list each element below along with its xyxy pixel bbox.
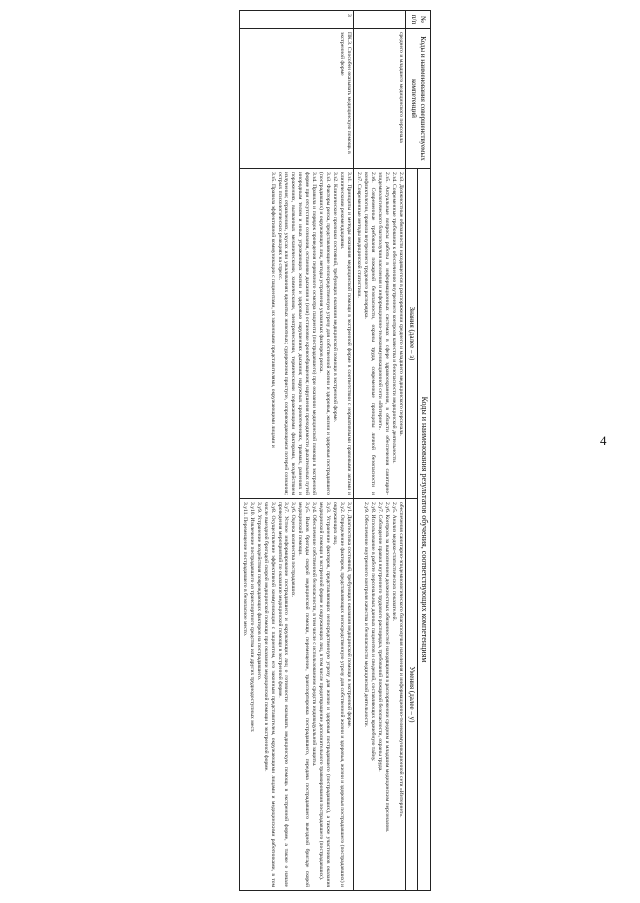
list-item: 3.у4. Обеспечение собственной безопасности, в том числе с использованием средств индивидуальной защиты. [311,502,318,767]
list-item: 3.з3. Факторы риска, представляющие непосредственную угрозу для собственной жизни и здоровья, жизни и здоровья пострадавшего (пострадавших) и окружающих лиц, методы устранения указанных факторов риска. [318,172,332,495]
col-header-skills: Умения (далее – у) [406,499,418,891]
cell-num: 3 [239,11,354,29]
list-item: 2.у8. Использование в работе персональных данных пациентов и сведений, составляющих врачебную тайну. [370,502,377,762]
list-item: 3.з1. Принципы и методы оказания медицинской помощи в экстренной форме в соответствии с нормативными правовыми актами и клиническими рекомендациями. [339,172,353,495]
competence-table [239,10,431,891]
cell-num [354,11,406,29]
list-item: 2.з7. Современные методы медицинской статистики. [356,172,363,298]
list-item: 2.у9. Обеспечение внутреннего контроля качества и безопасности медицинской деятельности. [363,502,370,727]
list-item: обеспечения санитарно-эпидемиологического благополучия населения и информационно-телекоммуникационной сети «Интернет». [398,502,405,818]
table-row [354,11,406,891]
page-number: 4 [600,433,607,448]
list-item: 3.у11. Перемещение пострадавшего в безопасное место. [241,502,248,637]
cell-competence: среднего и младшего медицинского персонала [354,29,406,169]
list-item: 2.з6. Современные требования пожарной безопасности, охраны труда, современные принципы личной безопасности и конфликтологии, правила внутреннего трудового распорядка. [363,172,377,495]
list-item: 2.з4. Современные требования к обеспечению внутреннего контроля качества и безопасности медицинской деятельности. [391,172,398,464]
list-item: 2.з5. Актуальные вопросы работы в информационных системах в сфере здравоохранения, в области обеспечения санитарно-эпидемиологического благополучия населения и информационно-телекоммуникационной сети «Интернет». [377,172,391,495]
cell-skills [239,499,354,891]
list-item: 2.з3. Должностные обязанности находящегося в распоряжении среднего и младшего медицинского персонала. [398,172,405,436]
col-header-codes: Коды и наименования совершенствуемых компетенций [406,29,431,169]
cell-competence: ПК.3. Способен оказывать медицинскую помощь в экстренной форме [239,29,354,169]
list-item: 3.у1. Диагностика состояний, требующих оказания медицинской помощи в экстренной форме. [346,502,353,728]
list-item: 3.у6. Оценка количества пострадавших. [290,502,297,598]
cell-skills [354,499,406,891]
list-item: 3.у3. Устранение факторов, представляющих непосредственную угрозу для жизни и здоровья пострадавшего (пострадавших), а также участников оказания медицинской помощи в экстренной форме и окружающих лиц, в том числе предотвращение дополнительного травмирования пострадавшего (пострадавших). [318,502,332,888]
list-item: 3.у2. Определение факторов, представляющих непосредственную угрозу для собственной жизни и здоровья, жизни и здоровья пострадавшего (пострадавших) и окружающих лиц. [332,502,346,888]
list-item: 3.у9. Устранение воздействия повреждающих факторов на пострадавшего. [255,502,262,681]
cell-knowledge [239,169,354,499]
col-header-knowledge: Знания (далее – з) [406,169,418,499]
list-item: 3.у8. Осуществление эффективной коммуникации с пациентом, его законным представителем, окружающими лицами и медицинскими работниками, в том числе выездной бригадой скорой медицинской помощи при оказании медицинской помощи в экстренной форме. [262,502,276,888]
list-item: 3.у7. Устное информирование пострадавшего и окружающих лиц о готовности оказывать медицинскую помощь в экстренной форме, а также о начале проведения мероприятий по оказанию медицинской помощи в экстренной форме. [276,502,290,888]
list-item: 3.у5. Вызов бригады скорой медицинской помощи, перемещение, транспортировка пострадавшего, передача пострадавшего выездной бригаде скорой медицинской помощи. [297,502,311,888]
list-item: 3.з4. Правила и порядок проведения первичного осмотра пациента (пострадавшего) при оказании медицинской помощи в экстренной форме при отсутствии сознания, остановке дыхания и (или) остановке кровообращения; нарушения проходимости дыхательных путей инородным телом и иных угрожающих жизни и здоровью нарушениях дыхания; наружных кровотечениях, травмах, ранениях и поражениях, вызванных механическими, химическими, электрическими, термическими поражающими факторами, воздействием излучения; отравлениях, укусах или ужаливаниях ядовитых животных; судорожном приступе, сопровождающемся потерей сознания; острых психологических реакциях на стресс. [276,172,318,495]
rotated-table-frame [125,0,445,903]
col-header-results: Коды и наименования результатов обучения, соответствующих компетенциям [418,169,431,891]
list-item: 2.у6. Контроль за выполнением должностных обязанностей находящимся в распоряжении средним и младшим медицинским персоналом. [384,502,391,833]
list-item: 3.у10. Извлечение пострадавшего из транспортного средства или других труднодоступных мест. [248,502,255,733]
cell-knowledge [354,169,406,499]
list-item: 2.у5. Анализ медико-статистических показателей. [391,502,398,621]
list-item: 3.з5. Правила эффективной коммуникации с пациентами, их законными представителями, окружающими лицами и [269,172,276,448]
list-item: 3.з2. Клинические признаки состояний, требующих оказания медицинской помощи в экстренной форме. [332,172,339,422]
col-header-num: № п/п [406,11,431,29]
list-item: 2.у7. Соблюдение правил внутреннего трудового распорядка, требований пожарной безопасности, охраны труда. [377,502,384,772]
table-row [239,11,354,891]
